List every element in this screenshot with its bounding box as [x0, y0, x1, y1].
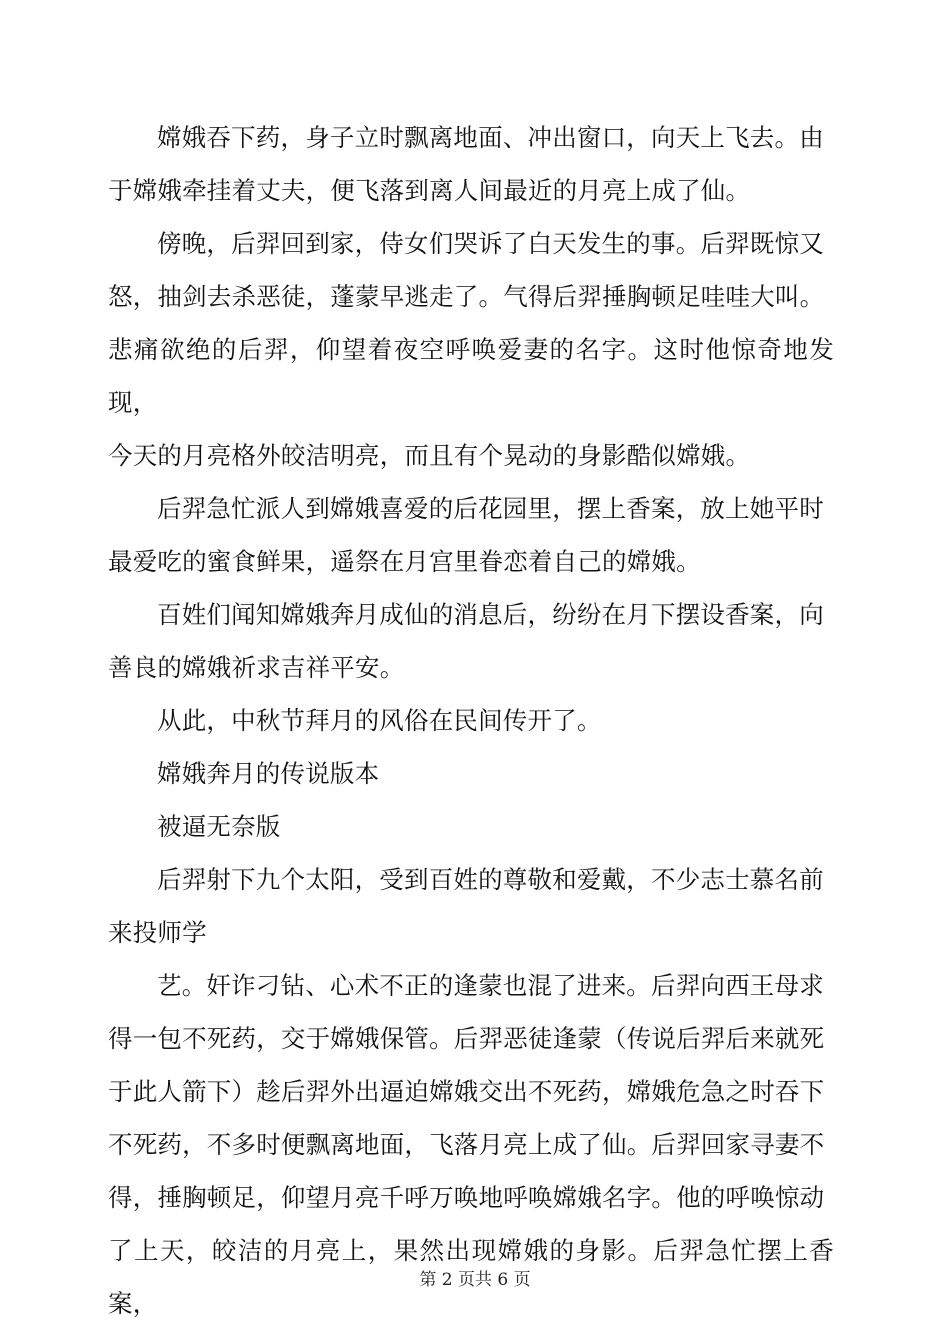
section-subheading [108, 800, 834, 853]
text-line: 被逼无奈版 [157, 812, 281, 841]
paragraph [108, 482, 834, 588]
text-line: 傍晚，后羿回到家，侍女们哭诉了白天发生的事。后羿既惊又 [157, 229, 824, 258]
text-line: 得，捶胸顿足，仰望月亮千呼万唤地呼唤嫦娥名字。他的呼唤惊动 [108, 1183, 825, 1212]
text-line: 于嫦娥牵挂着丈夫，便飞落到离人间最近的月亮上成了仙。 [108, 176, 751, 205]
paragraph [108, 217, 834, 482]
body-text [108, 111, 834, 1330]
section-heading [108, 747, 834, 800]
text-line: 悲痛欲绝的后羿，仰望着夜空呼唤爱妻的名字。这时他惊奇地发现， [108, 335, 834, 417]
paragraph [108, 694, 834, 747]
paragraph [108, 588, 834, 694]
page-number-footer: 第 2 页共 6 页 [419, 1270, 531, 1290]
text-line: 后羿急忙派人到嫦娥喜爱的后花园里，摆上香案，放上她平时 [157, 494, 824, 523]
text-line: 最爱吃的蜜食鲜果，遥祭在月宫里眷恋着自己的嫦娥。 [108, 547, 701, 576]
text-line: 嫦娥吞下药，身子立时飘离地面、冲出窗口，向天上飞去。由 [157, 123, 824, 152]
text-line: 百姓们闻知嫦娥奔月成仙的消息后，纷纷在月下摆设香案，向 [157, 600, 824, 629]
paragraph [108, 853, 834, 959]
text-line: 不死药，不多时便飘离地面，飞落月亮上成了仙。后羿回家寻妻不 [108, 1130, 825, 1159]
text-line: 来投师学 [108, 918, 207, 947]
text-line: 怒，抽剑去杀恶徒，蓬蒙早逃走了。气得后羿捶胸顿足哇哇大叫。 [108, 282, 825, 311]
text-line: 后羿射下九个太阳，受到百姓的尊敬和爱戴，不少志士慕名前 [157, 865, 824, 894]
text-line: 于此人箭下）趁后羿外出逼迫嫦娥交出不死药，嫦娥危急之时吞下 [108, 1077, 825, 1106]
text-line: 今天的月亮格外皎洁明亮，而且有个晃动的身影酷似嫦娥。 [108, 441, 751, 470]
text-line: 得一包不死药，交于嫦娥保管。后羿恶徒逢蒙（传说后羿后来就死 [108, 1024, 825, 1053]
text-line: 从此，中秋节拜月的风俗在民间传开了。 [157, 706, 602, 735]
text-line: 了上天，皎洁的月亮上，果然出现嫦娥的身影。后羿急忙摆上香案， [108, 1236, 834, 1318]
text-line: 嫦娥奔月的传说版本 [157, 759, 380, 788]
paragraph [108, 111, 834, 217]
text-line: 艺。奸诈刁钻、心术不正的逢蒙也混了进来。后羿向西王母求 [157, 971, 824, 1000]
text-line: 善良的嫦娥祈求吉祥平安。 [108, 653, 405, 682]
